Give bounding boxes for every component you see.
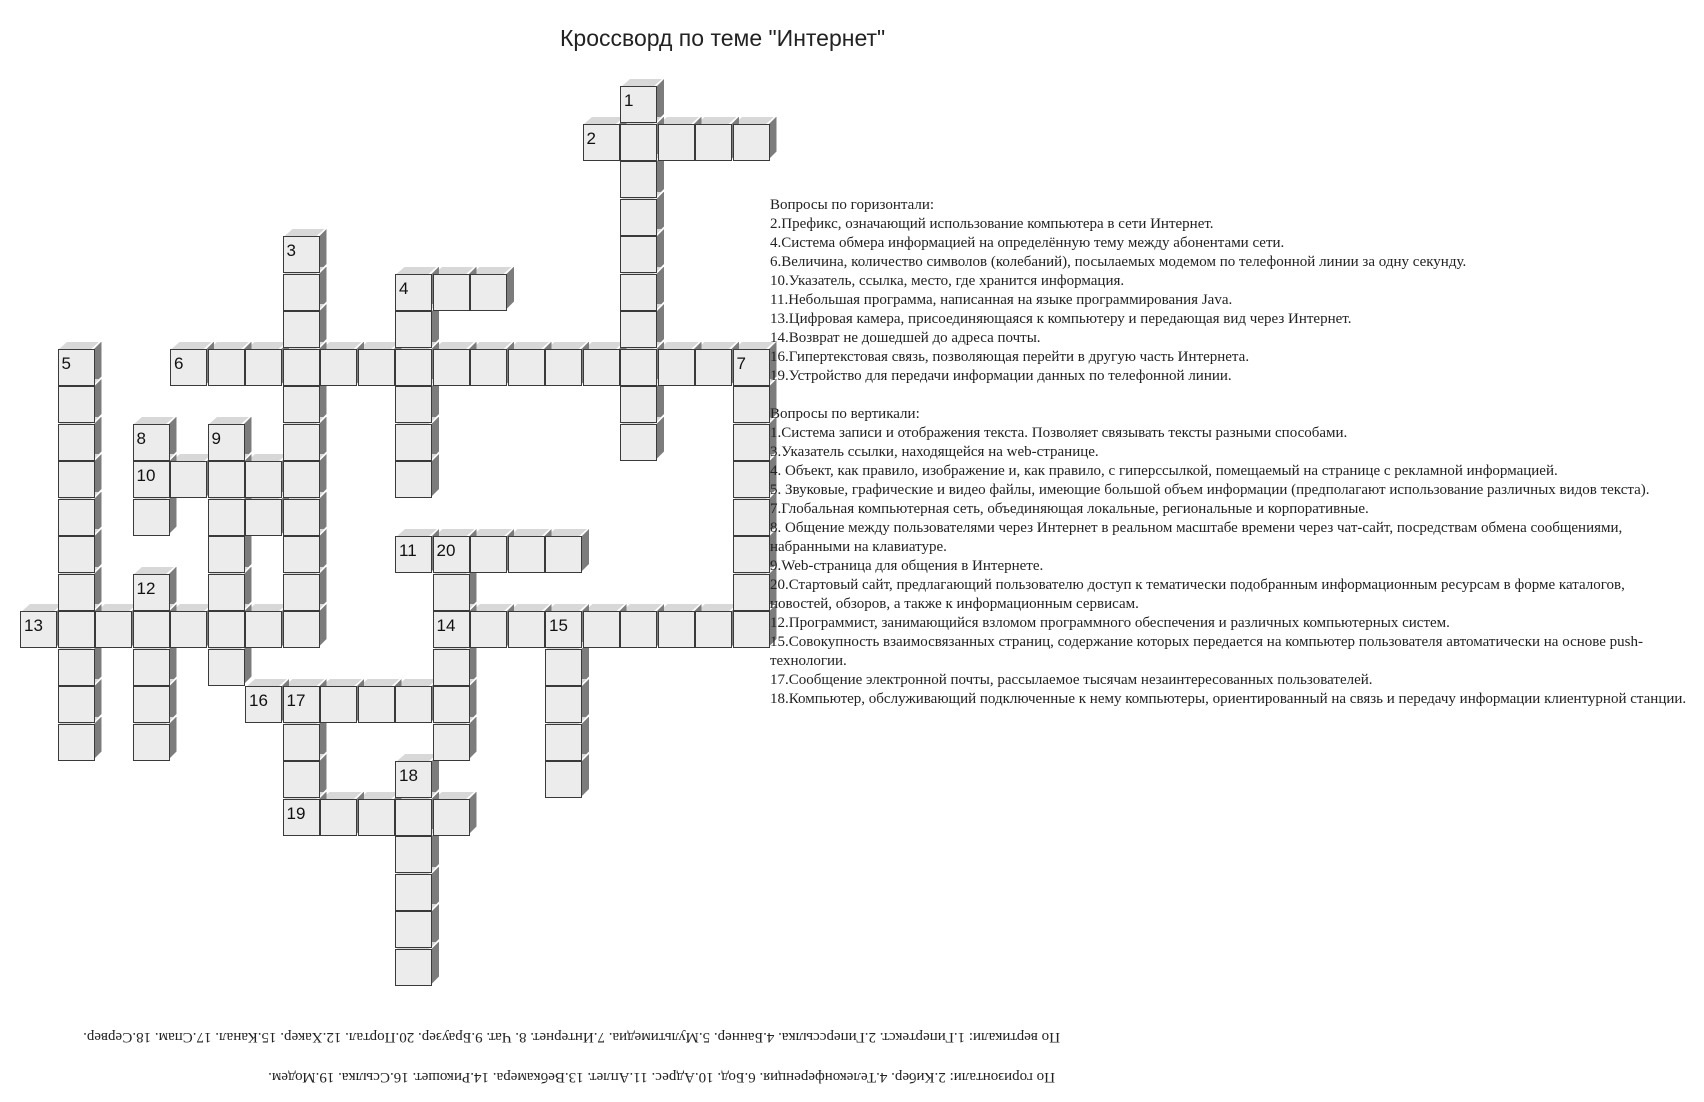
crossword-cell[interactable] [470,536,507,573]
clue-vertical: 1.Система записи и отображения текста. Позволяет связывать тексты разными способами. [770,425,1348,441]
crossword-cell[interactable] [133,499,170,536]
crossword-cell[interactable] [433,349,470,386]
clue-number: 2 [586,128,596,148]
crossword-cell[interactable] [508,349,545,386]
clue-number: 13 [24,616,43,635]
crossword-cell[interactable] [283,761,320,798]
crossword-cell[interactable] [733,611,770,648]
crossword-cell[interactable] [658,349,695,386]
crossword-cell[interactable] [395,349,432,386]
clue-vertical: 5. Звуковые, графические и видео файлы, имеющие большой объем информации (предполагают использование различных видов текста). [770,482,1650,498]
crossword-cell[interactable] [283,574,320,611]
crossword-cell[interactable] [395,311,432,348]
crossword-cell[interactable] [208,649,245,686]
crossword-grid [0,0,760,1000]
crossword-cell[interactable] [358,349,395,386]
crossword-cell[interactable] [245,499,282,536]
crossword-cell[interactable] [283,499,320,536]
clue-vertical: 15.Совокупность взаимосвязанных страниц, содержание которых передается на компьютер пользователя автоматически на основе push-технологии. [770,634,1644,669]
crossword-cell[interactable] [545,724,582,761]
crossword-cell[interactable] [283,311,320,348]
crossword-cell[interactable] [320,799,357,836]
crossword-cell[interactable] [58,536,95,573]
crossword-cell[interactable] [620,349,657,386]
crossword-cell[interactable] [395,874,432,911]
crossword-cell[interactable] [170,461,207,498]
crossword-cell[interactable] [283,611,320,648]
crossword-cell[interactable] [283,424,320,461]
crossword-cell[interactable] [433,274,470,311]
clue-vertical: 17.Сообщение электронной почты, рассылаемое тысячам незаинтересованных пользователей. [770,672,1373,688]
clue-horizontal: 14.Возврат не дошедшей до адреса почты. [770,330,1041,346]
crossword-cell[interactable] [395,461,432,498]
crossword-cell[interactable] [395,949,432,986]
crossword-cell[interactable] [433,686,470,723]
crossword-cell[interactable] [620,424,657,461]
crossword-cell[interactable] [58,686,95,723]
crossword-cell[interactable] [133,724,170,761]
crossword-cell[interactable] [208,461,245,498]
clue-number: 7 [736,353,746,373]
crossword-cell[interactable] [620,611,657,648]
clue-vertical: 9.Web-страница для общения в Интернете. [770,558,1044,574]
crossword-cell[interactable] [733,424,770,461]
crossword-cell[interactable] [208,536,245,573]
crossword-cell[interactable] [508,611,545,648]
clue-number: 11 [399,541,417,560]
crossword-cell[interactable] [545,536,582,573]
crossword-cell[interactable] [395,911,432,948]
crossword-cell[interactable] [170,611,207,648]
crossword-cell[interactable] [733,386,770,423]
crossword-cell[interactable] [283,349,320,386]
crossword-cell[interactable] [620,161,657,198]
crossword-cell[interactable] [733,574,770,611]
crossword-cell[interactable] [358,799,395,836]
clue-vertical: 8. Общение между пользователями через Интернет в реальном масштабе времени через чат-сайт, посредствам обмена сообщениями, набранными на клавиатуре. [770,520,1623,555]
crossword-cell[interactable] [208,349,245,386]
clue-vertical: 3.Указатель ссылки, находящейся на web-странице. [770,444,1099,460]
crossword-cell[interactable] [433,799,470,836]
crossword-cell[interactable] [620,124,657,161]
crossword-cell[interactable] [583,611,620,648]
clue-number: 15 [549,616,568,635]
clue-number: 16 [249,691,268,710]
clue-number: 19 [286,803,306,823]
clue-number: 4 [399,278,409,298]
clue-horizontal: 2.Префикс, означающий использование компьютера в сети Интернет. [770,216,1214,232]
crossword-cell[interactable] [58,611,95,648]
crossword-cell[interactable] [320,686,357,723]
answers-horizontal: По горизонтали: 2.Кибер. 4.Телеконференция. 6.Бод. 10.Адрес. 11.Аплет. 13.Вебкамера. 14.Рикошет. 16.Ссылка. 19.Модем. [268,1069,1055,1085]
crossword-cell[interactable] [545,349,582,386]
crossword-cell[interactable] [733,536,770,573]
crossword-cell[interactable] [208,499,245,536]
clue-number: 9 [211,428,221,448]
crossword-cell[interactable] [395,836,432,873]
crossword-cell[interactable] [433,649,470,686]
crossword-cell[interactable] [208,574,245,611]
crossword-cell[interactable] [245,461,282,498]
crossword-cell[interactable] [283,274,320,311]
clue-number: 10 [136,466,156,485]
crossword-cell[interactable] [545,761,582,798]
clue-number: 17 [286,691,306,710]
crossword-cell[interactable] [433,574,470,611]
crossword-cell[interactable] [283,724,320,761]
crossword-cell[interactable] [95,611,132,648]
crossword-cell[interactable] [620,274,657,311]
crossword-cell[interactable] [395,686,432,723]
clue-number: 8 [136,428,146,448]
clue-vertical: 12.Программист, занимающийся взломом программного обеспечения и различных компьютерных систем. [770,615,1450,631]
crossword-cell[interactable] [470,349,507,386]
crossword-cell[interactable] [695,611,732,648]
crossword-cell[interactable] [133,649,170,686]
page-title: Кроссворд по теме "Интернет" [560,25,886,51]
crossword-cell[interactable] [470,274,507,311]
crossword-cell[interactable] [395,386,432,423]
crossword-cell[interactable] [245,349,282,386]
crossword-cell[interactable] [545,649,582,686]
clue-number: 3 [286,241,296,260]
clue-horizontal: 11.Небольшая программа, написанная на языке программирования Java. [770,292,1233,308]
crossword-cell[interactable] [58,424,95,461]
crossword-cell[interactable] [545,686,582,723]
crossword-cell[interactable] [508,536,545,573]
answers-vertical: По вертикали: 1.Гипертекст. 2.Гиперссылка. 4.Баннер. 5.Мультимедиа. 7.Интернет. 8. Чат. 9.Браузер. 20.Портал. 12.Хакер. 15.Канал. 17.Спам. 18.Сервер. [83,1029,1060,1045]
crossword-cell[interactable] [395,424,432,461]
clue-horizontal: 13.Цифровая камера, присоединяющаяся к компьютеру и передающая вид через Интернет. [770,311,1352,327]
crossword-cell[interactable] [133,611,170,648]
crossword-cell[interactable] [733,461,770,498]
horizontal-clues-title: Вопросы по горизонтали: [770,197,935,213]
crossword-cell[interactable] [58,649,95,686]
crossword-cell[interactable] [58,724,95,761]
crossword-cell[interactable] [320,349,357,386]
clue-horizontal: 16.Гипертекстовая связь, позволяющая перейти в другую часть Интернета. [770,349,1250,365]
crossword-cell[interactable] [733,499,770,536]
vertical-clues-title: Вопросы по вертикали: [770,406,920,422]
clue-vertical: 7.Глобальная компьютерная сеть, объединяющая локальные, региональные и корпоративные. [770,501,1369,517]
crossword-cell[interactable] [658,611,695,648]
crossword-cell[interactable] [620,236,657,273]
clue-number: 14 [436,616,456,635]
clue-horizontal: 4.Система обмера информацией на определённую тему между абонентами сети. [770,235,1285,251]
crossword-cell[interactable] [620,386,657,423]
clue-number: 1 [624,91,634,110]
crossword-cell[interactable] [658,124,695,161]
clue-number: 12 [136,578,156,598]
crossword-cell[interactable] [470,611,507,648]
crossword-cell[interactable] [620,199,657,236]
crossword-cell[interactable] [208,611,245,648]
crossword-cell[interactable] [283,386,320,423]
crossword-cell[interactable] [358,686,395,723]
clue-horizontal: 6.Величина, количество символов (колебаний), посылаемых модемом по телефонной линии за одну секунду. [770,254,1467,270]
clue-number: 20 [436,541,456,560]
crossword-cell[interactable] [695,349,732,386]
crossword-cell[interactable] [695,124,732,161]
clues-panel [770,196,1690,709]
crossword-cell[interactable] [58,386,95,423]
clue-vertical: 4. Объект, как правило, изображение и, как правило, с гиперссылкой, помещаемый на странице с рекламной информацией. [770,463,1558,479]
crossword-cell[interactable] [395,799,432,836]
clue-vertical: 18.Компьютер, обслуживающий подключенные к нему компьютеры, ориентированный на связь и передачу информации клиентурной станции. [770,691,1687,707]
crossword-cell[interactable] [733,124,770,161]
crossword-cell[interactable] [283,536,320,573]
clue-horizontal: 19.Устройство для передачи информации данных по телефонной линии. [770,368,1232,384]
crossword-cell[interactable] [583,349,620,386]
clue-number: 18 [399,766,418,785]
clue-horizontal: 10.Указатель, ссылка, место, где хранится информация. [770,273,1125,289]
crossword-cell[interactable] [620,311,657,348]
crossword-cell[interactable] [283,461,320,498]
crossword-cell[interactable] [58,574,95,611]
crossword-cell[interactable] [58,499,95,536]
crossword-cell[interactable] [133,686,170,723]
clue-number: 5 [61,353,71,373]
clue-number: 6 [174,353,184,373]
crossword-cell[interactable] [245,611,282,648]
crossword-cell[interactable] [433,724,470,761]
clue-vertical: 20.Стартовый сайт, предлагающий пользователю доступ к тематически подобранным информационным ресурсам в форме каталогов, новостей, обзоров, а также к информационным сервисам. [770,577,1625,612]
crossword-cell[interactable] [58,461,95,498]
